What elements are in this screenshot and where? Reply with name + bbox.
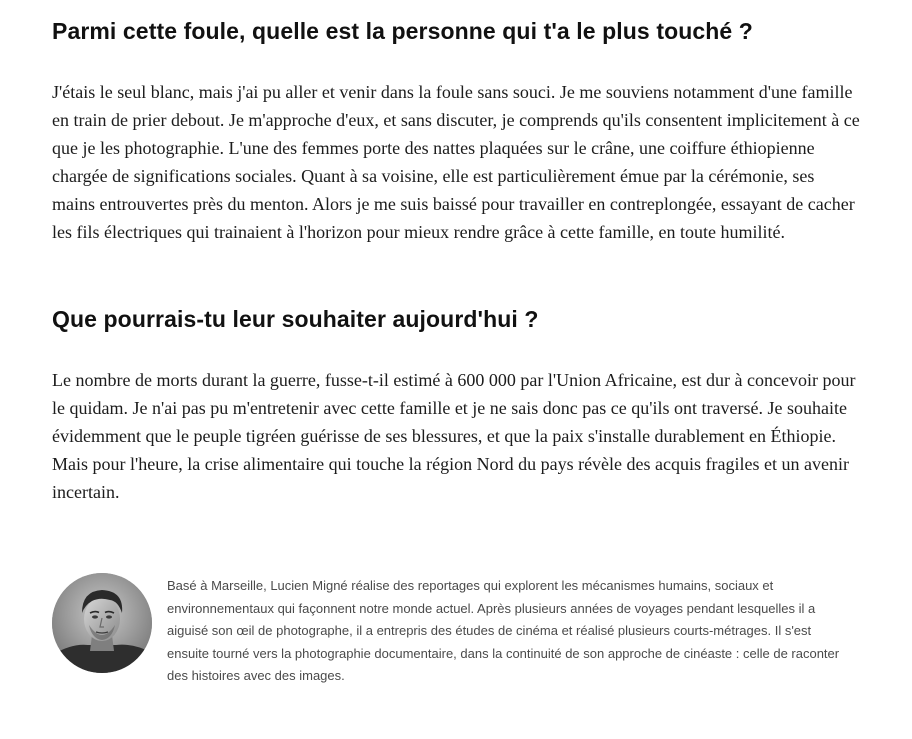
section-heading-1: Parmi cette foule, quelle est la personne qui t'a le plus touché ?	[52, 18, 753, 44]
section-paragraph-1: J'étais le seul blanc, mais j'ai pu aller et venir dans la foule sans souci. Je me souviens notamment d'une famille en train de prier debout. Je m'approche d'eux, et sans discuter, je comprends qu'ils consentent implicitement à ce que je les photographie. L'une des femmes porte des nattes plaquées sur le crâne, une coiffure éthiopienne chargée de significations sociales. Quant à sa voisine, elle est particulièrement émue par la cérémonie, ses mains entrouvertes près du menton. Alors je me suis baissé pour travailler en contreplongée, essayant de cacher les fils électriques qui trainaient à l'horizon pour mieux rendre grâce à cette famille, en toute humilité.	[52, 82, 860, 242]
section-heading-2: Que pourrais-tu leur souhaiter aujourd'hui ?	[52, 306, 539, 332]
author-bio-block	[52, 573, 860, 683]
author-portrait-image	[52, 573, 152, 673]
author-avatar	[52, 573, 152, 673]
section-paragraph-2: Le nombre de morts durant la guerre, fusse-t-il estimé à 600 000 par l'Union Africaine, est dur à concevoir pour le quidam. Je n'ai pas pu m'entretenir avec cette famille et je ne sais donc pas ce qu'ils ont traversé. Je souhaite évidemment que le peuple tigréen guérisse de ses blessures, et que la paix s'installe durablement en Éthiopie. Mais pour l'heure, la crise alimentaire qui touche la région Nord du pays révèle des acquis fragiles et un avenir incertain.	[52, 370, 856, 502]
author-bio-text: Basé à Marseille, Lucien Migné réalise des reportages qui explorent les mécanismes humains, sociaux et environnementaux qui façonnent notre monde actuel. Après plusieurs années de voyages pendant lesquelles il a aiguisé son œil de photographe, il a entrepris des études de cinéma et réalisé plusieurs courts-métrages. Il s'est ensuite tourné vers la photographie documentaire, dans la continuité de son approche de cinéaste : celle de raconter des histoires avec des images.	[167, 578, 840, 683]
